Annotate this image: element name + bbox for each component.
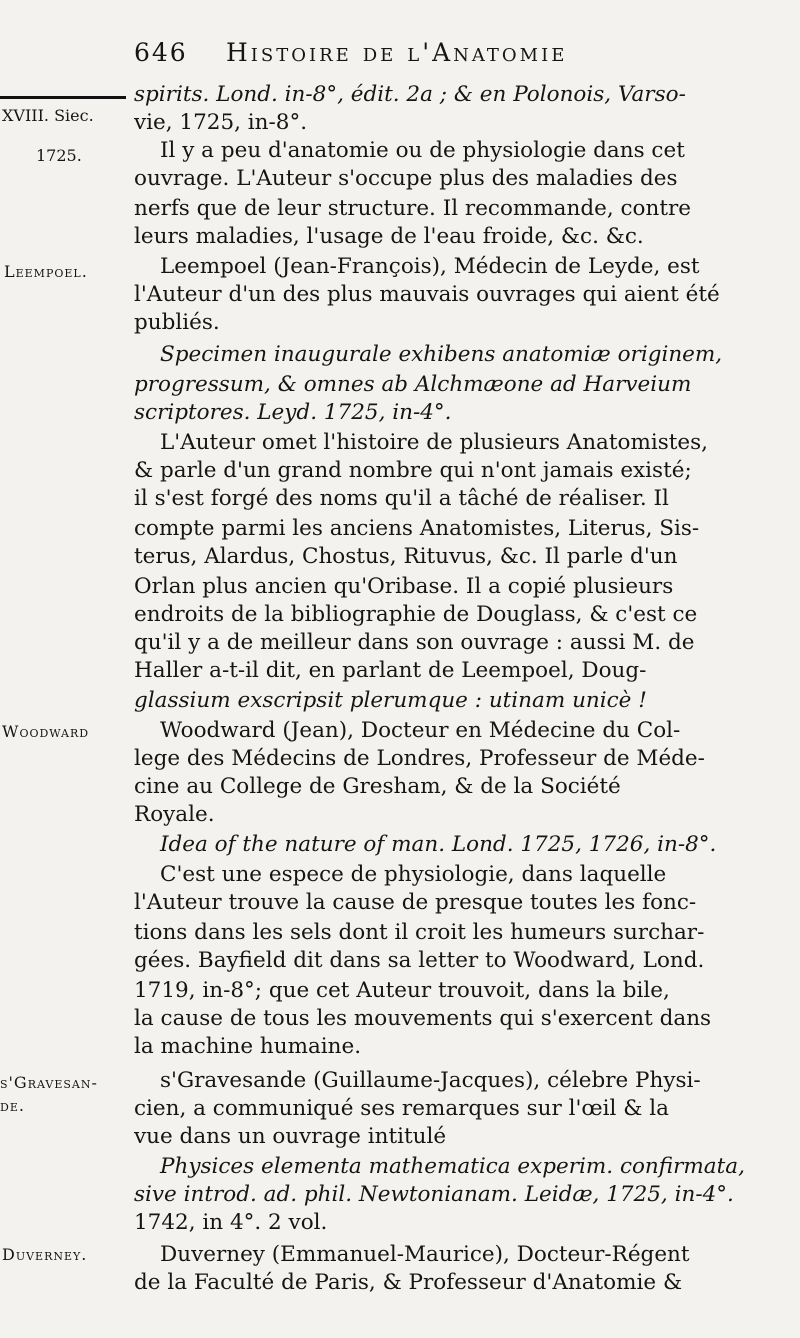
running-title: Histoire de l'Anatomie <box>226 38 568 67</box>
text-line: vue dans un ouvrage intitulé <box>134 1124 447 1149</box>
margin-note-leempoel: Leempoel. <box>4 262 88 281</box>
text-line: endroits de la bibliographie de Douglass, & c'est ce <box>134 602 698 627</box>
text-line: nerfs que de leur structure. Il recommande, contre <box>134 196 691 221</box>
text-line: l'Auteur d'un des plus mauvais ouvrages qui aient été <box>134 282 720 307</box>
text-line: lege des Médecins de Londres, Professeur de Méde- <box>134 746 705 771</box>
text-line: l'Auteur trouve la cause de presque toutes les fonc- <box>134 890 697 915</box>
page-number: 646 <box>134 38 188 67</box>
text-line: progressum, & omnes ab Alchmæone ad Harveium <box>134 372 692 397</box>
text-line: Haller a-t-il dit, en parlant de Leempoel, Doug- <box>134 658 647 683</box>
text-line: Idea of the nature of man. Lond. 1725, 1726, in-8°. <box>160 832 717 857</box>
margin-rule <box>0 96 126 99</box>
text-line: C'est une espece de physiologie, dans laquelle <box>160 862 667 887</box>
text-line: glassium exscripsit plerumque : utinam unicè ! <box>134 688 647 713</box>
text-line: Specimen inaugurale exhibens anatomiæ originem, <box>160 342 723 367</box>
margin-note-century: XVIII. Siec. <box>2 106 94 125</box>
text-line: 1719, in-8°; que cet Auteur trouvoit, dans la bile, <box>134 978 670 1003</box>
text-line: Duverney (Emmanuel-Maurice), Docteur-Régent <box>160 1242 690 1267</box>
text-line: cien, a communiqué ses remarques sur l'œil & la <box>134 1096 669 1121</box>
margin-note-gravesande: s'Gravesan- <box>0 1073 98 1092</box>
text-line: gées. Bayfield dit dans sa letter to Woodward, Lond. <box>134 948 705 973</box>
text-line: la machine humaine. <box>134 1034 362 1059</box>
text-line: sive introd. ad. phil. Newtonianam. Leidæ, 1725, in-4°. <box>134 1182 734 1207</box>
text-line: publiés. <box>134 310 220 335</box>
margin-note-gravesande-cont: de. <box>0 1096 25 1115</box>
text-line: ouvrage. L'Auteur s'occupe plus des maladies des <box>134 166 678 191</box>
text-line: compte parmi les anciens Anatomistes, Literus, Sis- <box>134 516 700 541</box>
text-line: la cause de tous les mouvements qui s'exercent dans <box>134 1006 712 1031</box>
text-line: spirits. Lond. in-8°, édit. 2a ; & en Polonois, Varso- <box>134 82 686 107</box>
text-line: 1742, in 4°. 2 vol. <box>134 1210 328 1235</box>
text-line: cine au College de Gresham, & de la Société <box>134 774 621 799</box>
text-line: qu'il y a de meilleur dans son ouvrage : aussi M. de <box>134 630 695 655</box>
text-line: L'Auteur omet l'histoire de plusieurs Anatomistes, <box>160 430 708 455</box>
running-header <box>134 38 774 78</box>
text-line: vie, 1725, in-8°. <box>134 110 308 135</box>
text-line: & parle d'un grand nombre qui n'ont jamais existé; <box>134 458 692 483</box>
text-line: tions dans les sels dont il croit les humeurs surchar- <box>134 920 705 945</box>
margin-note-woodward: Woodward <box>2 722 90 741</box>
text-line: leurs maladies, l'usage de l'eau froide, &c. &c. <box>134 224 644 249</box>
margin-note-duverney: Duverney. <box>2 1245 88 1264</box>
text-line: Leempoel (Jean-François), Médecin de Leyde, est <box>160 254 700 279</box>
margin-note-year: 1725. <box>36 146 82 165</box>
text-line: terus, Alardus, Chostus, Rituvus, &c. Il parle d'un <box>134 544 678 569</box>
text-line: Orlan plus ancien qu'Oribase. Il a copié plusieurs <box>134 574 674 599</box>
text-line: Woodward (Jean), Docteur en Médecine du Col- <box>160 718 681 743</box>
text-line: Royale. <box>134 802 215 827</box>
text-line: s'Gravesande (Guillaume-Jacques), célebre Physi- <box>160 1068 701 1093</box>
text-line: de la Faculté de Paris, & Professeur d'Anatomie & <box>134 1270 683 1295</box>
text-line: Il y a peu d'anatomie ou de physiologie dans cet <box>160 138 685 163</box>
text-line: il s'est forgé des noms qu'il a tâché de réaliser. Il <box>134 486 669 511</box>
text-line: Physices elementa mathematica experim. confirmata, <box>160 1154 745 1179</box>
text-line: scriptores. Leyd. 1725, in-4°. <box>134 400 452 425</box>
